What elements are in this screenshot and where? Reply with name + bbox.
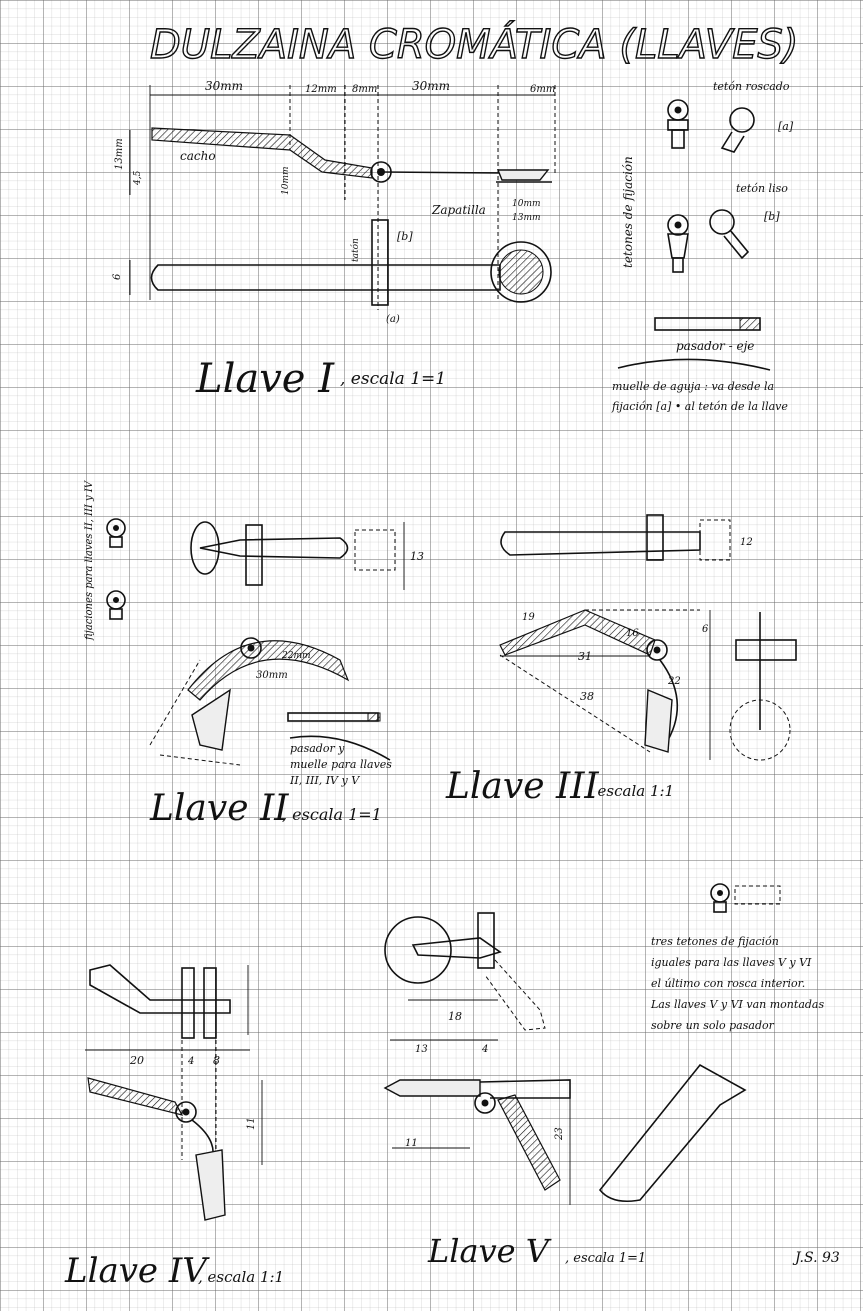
llave5-scale: , escala 1=1 — [565, 1251, 647, 1266]
fixing-liso-label: tetón liso — [736, 182, 788, 195]
llave5-dim-4: 4 — [482, 1044, 489, 1055]
llave4-dim-20: 20 — [130, 1054, 144, 1067]
llave2-label: Llave II — [150, 788, 289, 829]
llave2-note-1: pasador y — [290, 742, 345, 755]
llave1-callout-cacho: cacho — [180, 149, 216, 163]
note-v-vi-line1: tres tetones de fijación — [651, 935, 779, 948]
note-v-vi-line5: sobre un solo pasador — [651, 1019, 774, 1032]
llave4-dim-4: 4 — [188, 1056, 195, 1067]
llave2-dim-30: 30mm — [256, 670, 288, 681]
llave1-dim-12: 12mm — [305, 84, 337, 95]
llave1-dim-30a: 30mm — [205, 79, 244, 93]
llave1-dim-13: 13mm — [114, 138, 125, 170]
llave2-note-2: muelle para llaves — [290, 758, 392, 771]
llave1-dim-8: 8mm — [352, 84, 378, 95]
llave3-dim-31: 31 — [578, 650, 592, 663]
llave1-scale: , escala 1=1 — [340, 369, 447, 389]
llave5-dim-18: 18 — [448, 1010, 462, 1023]
side-fixings-label: fijaciones para llaves II, III y IV — [84, 480, 95, 640]
fixing-ref-a: [a] — [778, 120, 794, 133]
llave5-dim-11: 11 — [405, 1138, 418, 1149]
sheet-title: DULZAINA CROMÁTICA (LLAVES) — [150, 22, 799, 68]
llave1-callout-zapatilla: Zapatilla — [432, 203, 486, 217]
llave4-label: Llave IV — [65, 1251, 207, 1291]
llave1-callout-b: [b] — [397, 230, 413, 243]
note-v-vi-line2: iguales para las llaves V y VI — [651, 956, 812, 969]
fixing-ref-b: [b] — [764, 210, 780, 223]
llave3-label: Llave III — [446, 766, 599, 807]
llave2-dim-13: 13 — [410, 550, 424, 563]
llave3-dim-12: 12 — [740, 537, 753, 548]
llave1-dim-30b: 30mm — [412, 79, 451, 93]
llave1-dim-45: 4,5 — [133, 170, 143, 185]
llave5-dim-13: 13 — [415, 1044, 428, 1055]
llave1-callout-taton: tatón — [351, 238, 361, 262]
llave1-dim-6: 6mm — [530, 84, 556, 95]
llave4-dim-8: 8 — [213, 1054, 220, 1067]
note-v-vi-line3: el último con rosca interior. — [651, 977, 806, 990]
llave2-scale: , escala 1=1 — [282, 805, 382, 824]
fixing-roscado-label: tetón roscado — [713, 80, 790, 93]
llave1-dim-13r: 13mm — [512, 213, 541, 223]
signature-mark: J.S. 93 — [795, 1250, 840, 1266]
llave1-dim-6v: 6 — [112, 273, 123, 280]
llave3-dim-38: 38 — [580, 690, 594, 703]
llave3-dim-16: 16 — [626, 628, 639, 639]
fixing-muelle-line2: fijación [a] • al tetón de la llave — [612, 400, 788, 413]
llave1-label: Llave I — [196, 356, 334, 402]
fixings-vertical-label: tetones de fijación — [621, 156, 635, 268]
llave5-dim-23: 23 — [554, 1127, 565, 1140]
llave4-scale: , escala 1:1 — [198, 1268, 285, 1286]
fixing-muelle-line1: muelle de aguja : va desde la — [612, 380, 775, 393]
llave3-dim-22: 22 — [668, 676, 681, 687]
llave1-dim-10r: 10mm — [512, 199, 541, 209]
llave1-dim-10: 10mm — [281, 166, 291, 195]
llave2-dim-22: 22mm — [282, 651, 311, 661]
llave4-dim-11: 11 — [246, 1117, 257, 1130]
llave1-callout-a: (a) — [386, 314, 400, 325]
fixing-pasador-label: pasador - eje — [676, 339, 755, 353]
note-v-vi-line4: Las llaves V y VI van montadas — [651, 998, 825, 1011]
llave3-scale: , escala 1:1 — [588, 782, 675, 800]
llave3-dim-6: 6 — [702, 624, 709, 635]
llave2-note-3: II, III, IV y V — [290, 774, 360, 787]
llave3-dim-19: 19 — [522, 612, 535, 623]
llave5-label: Llave V — [428, 1232, 549, 1270]
